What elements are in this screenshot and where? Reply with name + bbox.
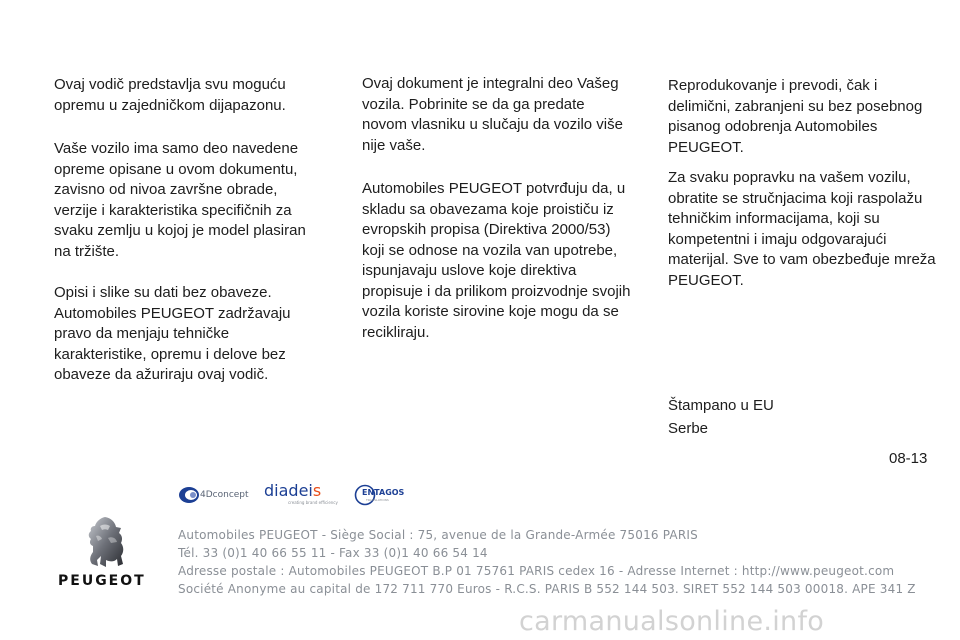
column-2 [362,74,632,343]
peugeot-lion-logo [78,514,134,570]
peugeot-wordmark: PEUGEOT [58,573,146,589]
entagos-logo-text: ENTAGOS [362,488,405,497]
col1-paragraph-1: Ovaj vodič predstavlja svu moguću opremu u zajedničkom dijapazonu. [54,76,286,114]
col1-paragraph-2: Vaše vozilo ima samo deo navedene opreme opisane u ovom dokumentu, zavisno od nivoa završne obrade, verzije i karakteristika specifičnih za svaku zemlju u kojoj je model plasiran na tržište. [54,140,306,260]
col2-paragraph-2: Automobiles PEUGEOT potvrđuju da, u skladu sa obavezama koje proističu iz evropskih propisa (Direktiva 2000/53) koji se odnose na vozila van upotrebe, ispunjavaju uslove koje direktiva propisuje i da prilikom proizvodnje svojih vozila koriste sirovine koje mogu da se recikliraju. [362,180,631,341]
col3-paragraph-2: Za svaku popravku na vašem vozilu, obratite se stručnjacima koji raspolažu tehničkim informacijama, koji su kompetentni i imaju odgovarajući materijal. Sve to vam obezbeđuje mreža PEUGEOT. [668,169,936,289]
col3-paragraph-1: Reprodukovanje i prevodi, čak i delimični, zabranjeni su bez posebnog pisanog odobrenja Automobiles PEUGEOT. [668,77,923,156]
col2-paragraph-1: Ovaj dokument je integralni deo Vašeg vozila. Pobrinite se da ga predate novom vlasniku u slučaju da vozilo više nije vaše. [362,75,623,154]
footer-line-1: Automobiles PEUGEOT - Siège Social : 75, avenue de la Grande-Armée 75016 PARIS [178,528,698,542]
language-label: Serbe [668,420,709,437]
printed-in-label: Štampano u EU [668,397,774,414]
entagos-logo [354,484,414,506]
col1-paragraph-3: Opisi i slike su dati bez obaveze. Automobiles PEUGEOT zadržavaju pravo da menjaju tehničke karakteristike, opremu i delove bez obaveze da ažuriraju ovaj vodič. [54,284,291,383]
document-code: 08-13 [889,450,928,467]
4dconcept-logo-text: 4Dconcept [200,490,249,500]
diadeis-logo [264,481,340,507]
footer-line-2: Tél. 33 (0)1 40 66 55 11 - Fax 33 (0)1 40 66 54 14 [178,546,488,560]
diadeis-logo-prefix: diadei [264,481,313,500]
peugeot-lion-icon [78,514,134,570]
diadeis-tagline: creating brand efficiency [288,500,338,505]
diadeis-logo-text [264,481,321,500]
4dconcept-logo [178,484,250,506]
column-1 [54,75,324,386]
column-3 [668,76,938,291]
entagos-logo-sub: TRANSLATIONS [366,498,389,502]
footer-line-3: Adresse postale : Automobiles PEUGEOT B.P 01 75761 PARIS cedex 16 - Adresse Internet : http://www.peugeot.com [178,564,895,578]
footer-line-4: Société Anonyme au capital de 172 711 770 Euros - R.C.S. PARIS B 552 144 503. SIRET 552 144 503 00018. APE 341 Z [178,582,916,596]
watermark-text: carmanualsonline.info [519,606,825,637]
diadeis-logo-suffix: s [312,481,322,500]
